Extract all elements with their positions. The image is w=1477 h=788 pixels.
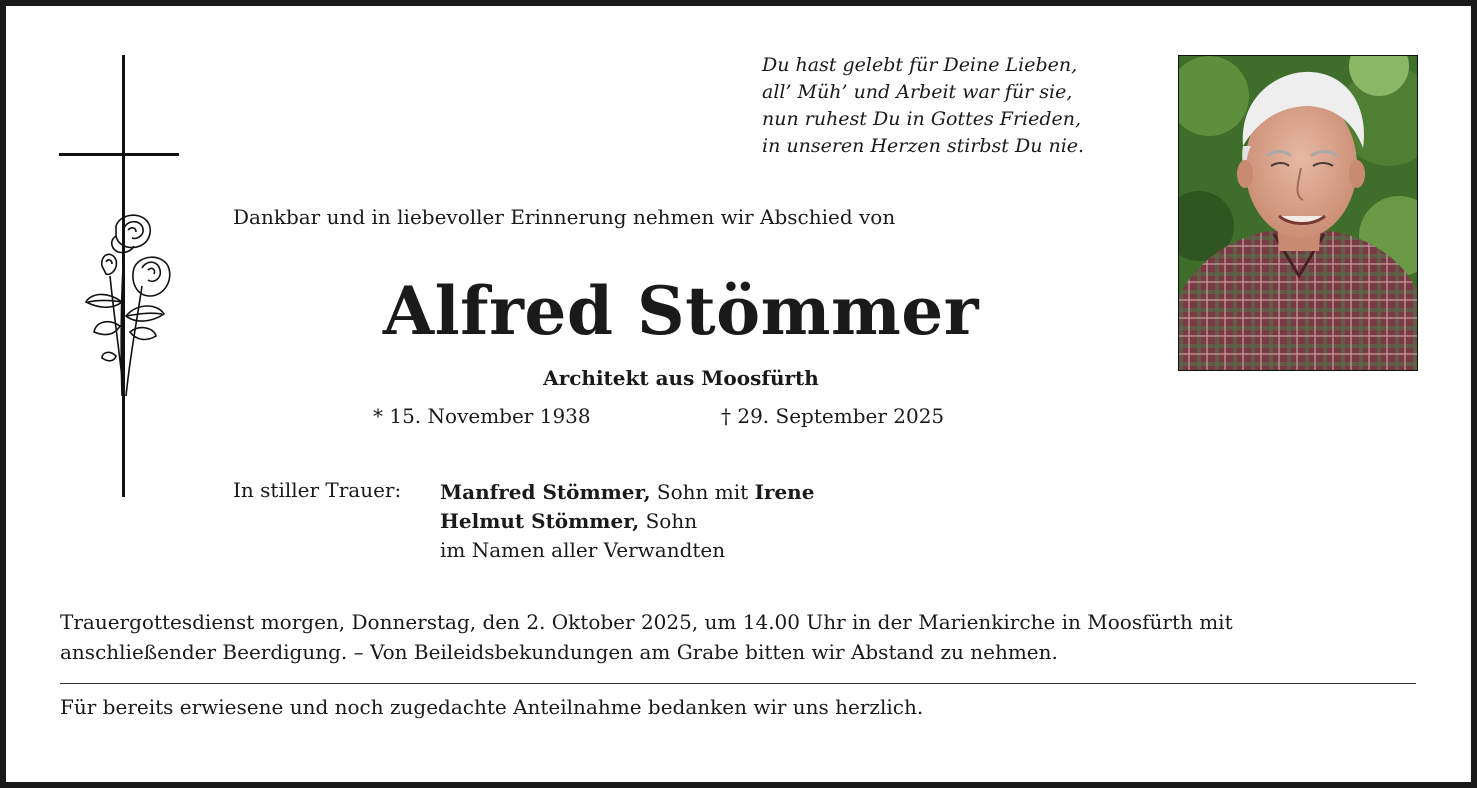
death-date: † 29. September 2025: [721, 404, 945, 428]
intro-text: Dankbar und in liebevoller Erinnerung nehmen wir Abschied von: [233, 205, 896, 229]
mourner-relation: Sohn mit: [650, 480, 755, 504]
mourning-label: In stiller Trauer:: [233, 478, 402, 502]
poem-line: nun ruhest Du in Gottes Frieden,: [762, 108, 1082, 130]
mourner-relation: im Namen aller Verwandten: [440, 538, 726, 562]
poem-line: Du hast gelebt für Deine Lieben,: [762, 54, 1078, 76]
thanks-text: Für bereits erwiesene und noch zugedachte Anteilnahme bedanken wir uns herzlich.: [60, 695, 924, 719]
deceased-profession: Architekt aus Moosfürth: [543, 366, 819, 390]
cross-icon-crossbar: [59, 153, 179, 156]
mourner-name: Manfred Stömmer,: [440, 480, 651, 504]
roses-icon: [76, 206, 186, 406]
mourner-relation: Sohn: [639, 509, 698, 533]
mourners-list: [440, 478, 814, 565]
deceased-name: Alfred Stömmer: [382, 272, 980, 350]
service-line: Trauergottesdienst morgen, Donnerstag, den 2. Oktober 2025, um 14.00 Uhr in der Marienkirche in Moosfürth mit: [60, 610, 1233, 634]
divider: [60, 683, 1416, 684]
mourner-row: [440, 536, 814, 565]
mourner-row: [440, 507, 814, 536]
mourner-name: Helmut Stömmer,: [440, 509, 640, 533]
portrait-image: [1179, 56, 1417, 370]
poem-line: in unseren Herzen stirbst Du nie.: [762, 135, 1085, 157]
poem: [762, 52, 1084, 160]
service-announcement: [60, 607, 1430, 667]
poem-line: all’ Müh’ und Arbeit war für sie,: [762, 81, 1073, 103]
birth-date: * 15. November 1938: [373, 404, 591, 428]
portrait-photo: [1178, 55, 1418, 371]
service-line: anschließender Beerdigung. – Von Beileidsbekundungen am Grabe bitten wir Abstand zu nehmen.: [60, 640, 1058, 664]
mourner-row: [440, 478, 814, 507]
mourner-partner: Irene: [754, 480, 815, 504]
